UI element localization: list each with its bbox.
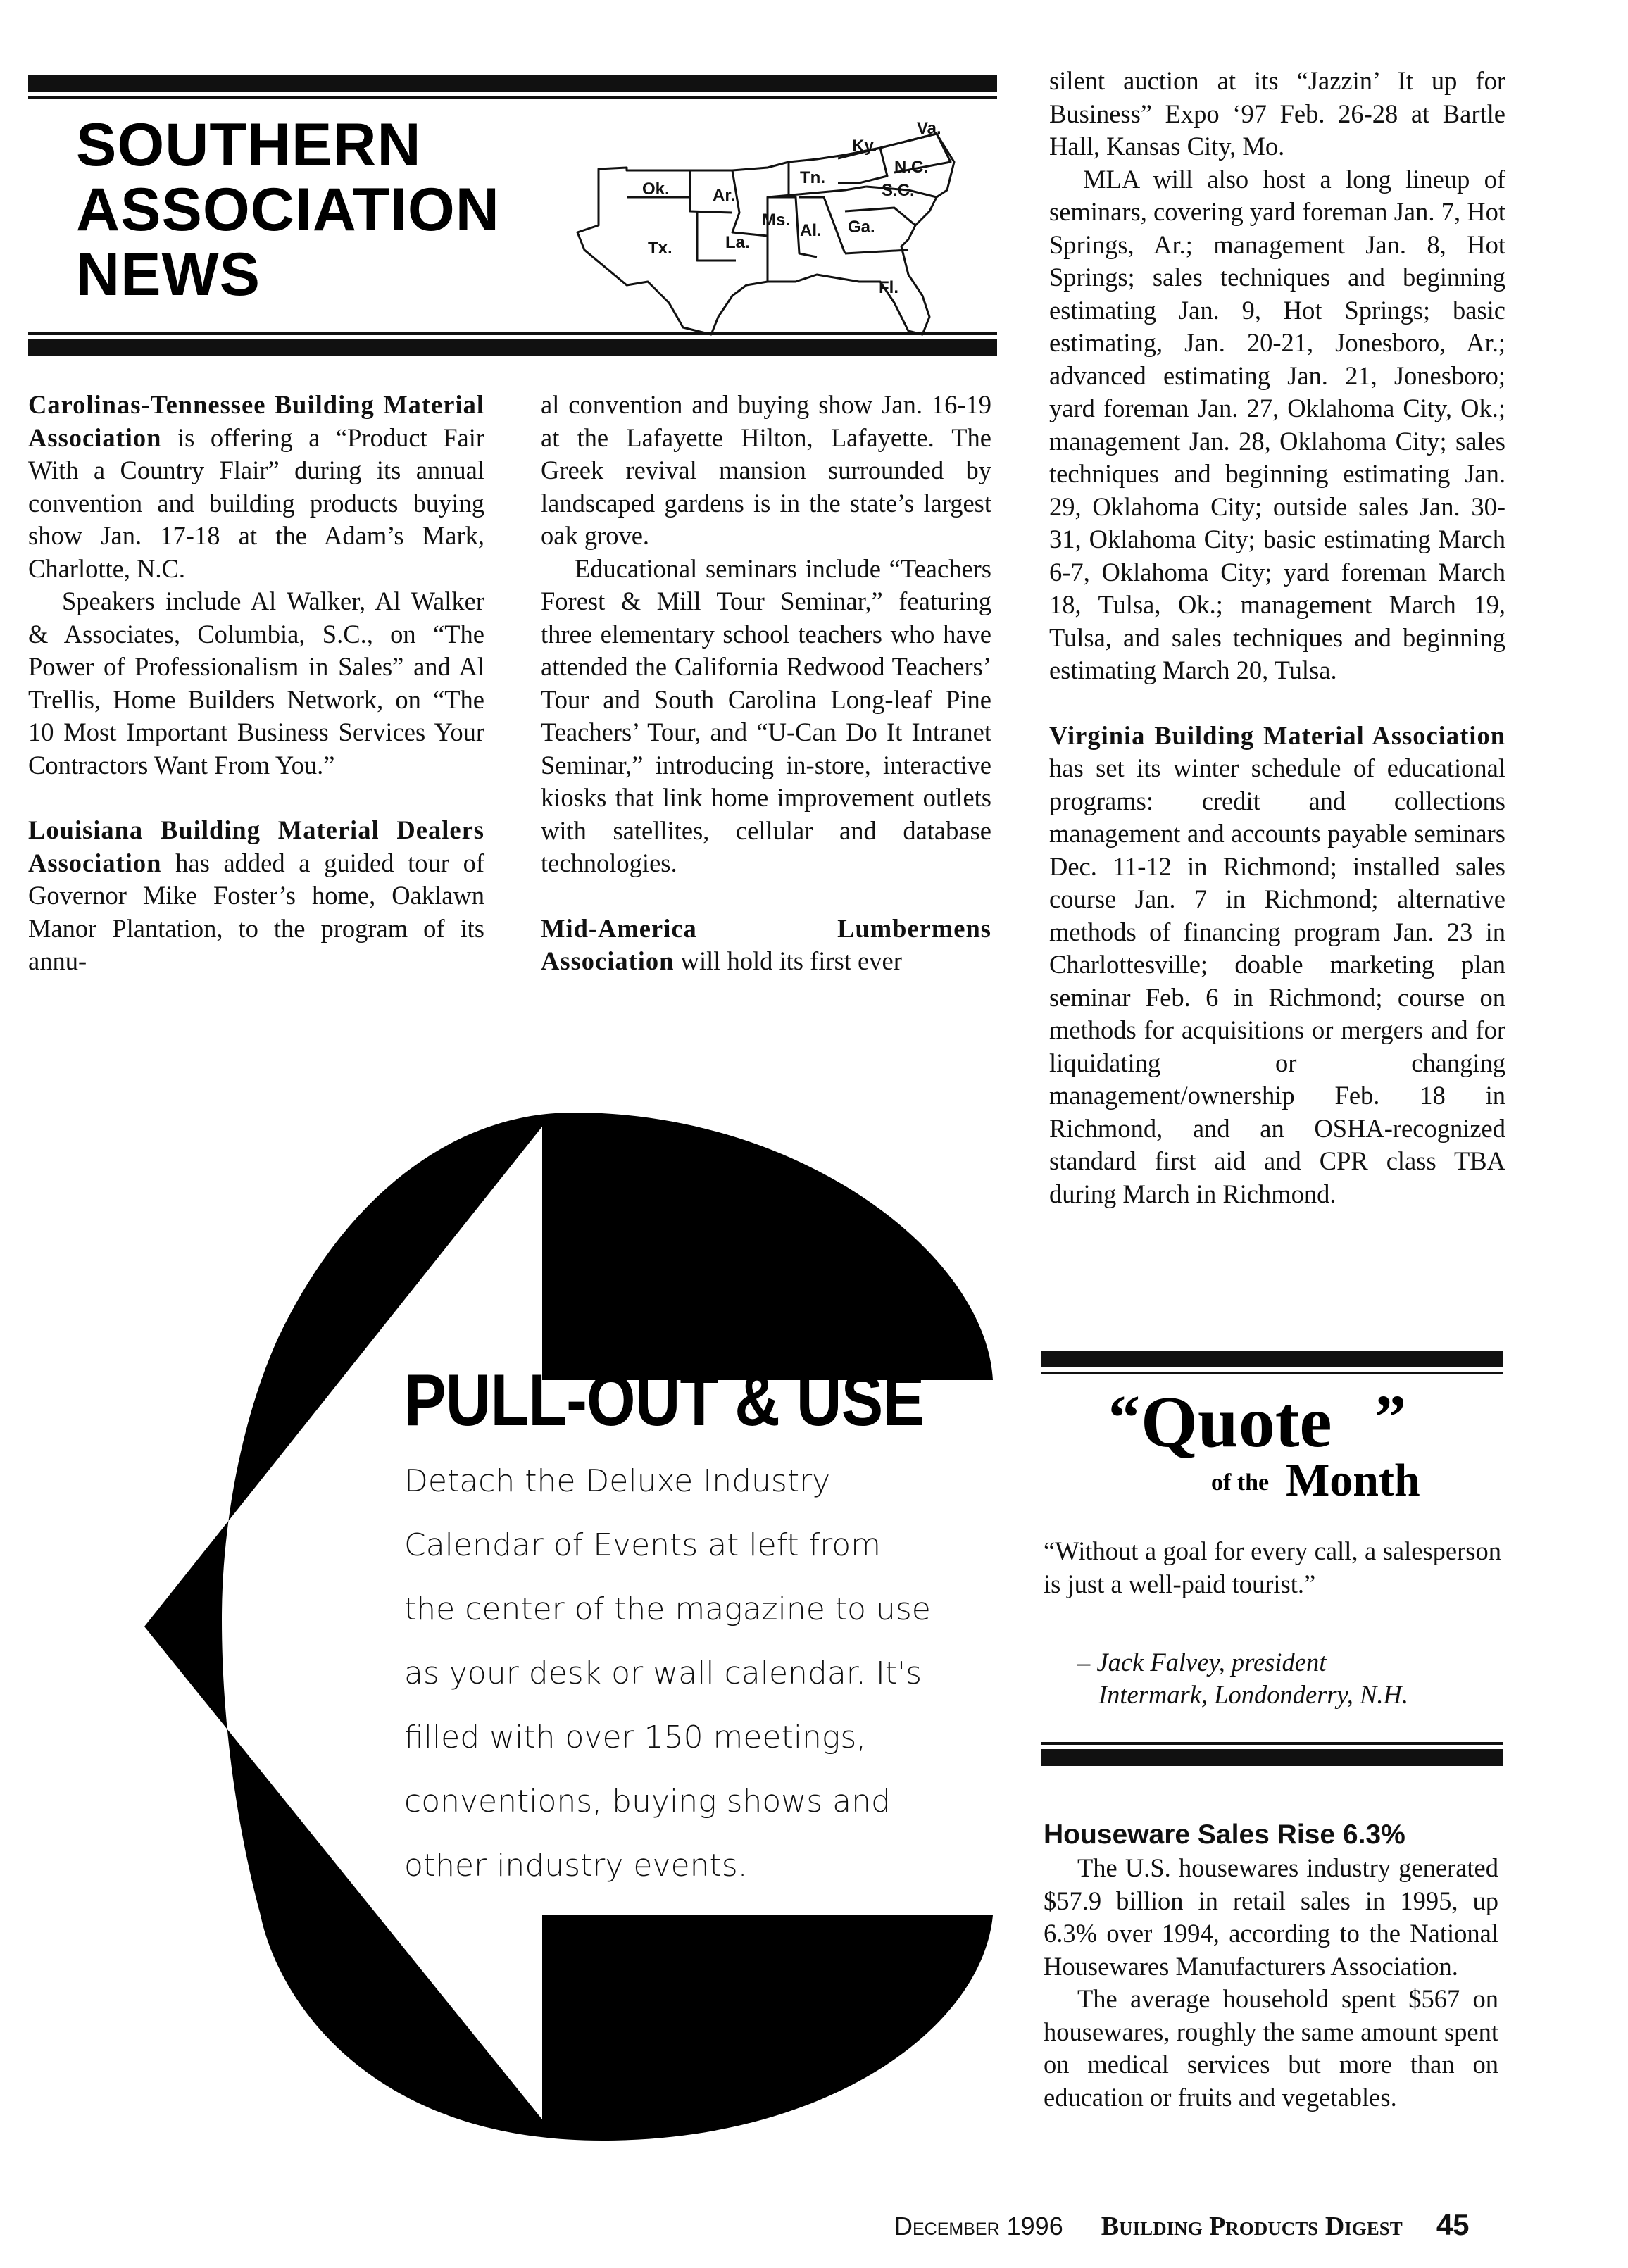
footer-magazine-name: Building Products Digest — [1101, 2212, 1403, 2241]
virginia-association-name: Virginia Building Material Association — [1049, 720, 1505, 750]
map-label-va: Va. — [917, 119, 941, 138]
virginia-text: has set its winter schedule of educational programs: credit and collections management and accounts payable seminars Dec. 11-12 in Richmond; installed sales course Jan. 7 in Richmond; alternative methods of financing program Jan. 23 in Charlottesville; doable marketing plan seminar Feb. 6 in Richmond; course on methods for acquisitions or mergers and for liquidating or changing management/ownership Feb. 18 in Richmond, and an OSHA-recognized standard first aid and CPR class TBA during March in Richmond. — [1049, 753, 1505, 1208]
masthead-line-1: SOUTHERN — [76, 111, 422, 179]
map-label-ms: Ms. — [762, 211, 791, 230]
map-label-la: La. — [725, 233, 750, 252]
map-label-al: Al. — [800, 221, 822, 240]
footer-page-number: 45 — [1436, 2208, 1470, 2241]
quote-sub-big: Month — [1286, 1455, 1420, 1506]
pullout-line: filled with over 150 meetings, — [404, 1719, 867, 1755]
pullout-line: conventions, buying shows and — [404, 1784, 891, 1819]
map-label-tx: Tx. — [648, 239, 672, 258]
masthead-top-rule — [28, 75, 997, 92]
pullout-line: as your desk or wall calendar. It's — [404, 1655, 922, 1691]
quote-top-thin-rule — [1041, 1372, 1503, 1374]
map-label-nc: N.C. — [894, 158, 928, 177]
houseware-paragraph-2: The average household spent $567 on housewares, roughly the same amount spent on medical services but more than on education or fruits and vegetables. — [1044, 1984, 1498, 2112]
auction-paragraph: silent auction at its “Jazzin’ It up for Business” Expo ‘97 Feb. 26-28 at Bartle Hall, Kansas City, Mo. — [1049, 66, 1505, 161]
quote-open-mark: “ — [1108, 1383, 1140, 1453]
quote-attribution-line-2: Intermark, Londonderry, N.H. — [1098, 1680, 1409, 1709]
quote-text: “Without a goal for every call, a salesperson is just a well-paid tourist.” — [1044, 1536, 1501, 1598]
carolinas-paragraph — [28, 389, 484, 585]
seminars-paragraph: Educational seminars include “Teachers Forest & Mill Tour Seminar,” featuring three elementary school teachers who have attended the California Redwood Teachers’ Tour and South Carolina Long-leaf Pine Teachers’ Tour, and “U-Can Do It Intranet Seminar,” introducing in-store, interactive kiosks that link home improvement outlets with satellites, cellular and database technologies. — [541, 553, 991, 877]
map-label-tn: Tn. — [800, 168, 825, 187]
mid-america-association-name: Mid-America Lumbermens Association — [541, 913, 991, 975]
masthead-line-3: NEWS — [76, 241, 261, 308]
quote-close-mark: ” — [1375, 1383, 1406, 1453]
masthead-line-2: ASSOCIATION — [76, 176, 500, 244]
speakers-paragraph: Speakers include Al Walker, Al Walker & Associates, Columbia, S.C., on “The Power of Professionalism in Sales” and Al Trellis, Home Builders Network, on “The 10 Most Important Business Services Your Contractors Want From You.” — [28, 587, 484, 779]
pullout-heading: PULL-OUT & USE — [404, 1360, 925, 1441]
pullout-line: the center of the magazine to use — [404, 1591, 931, 1627]
map-label-sc: S.C. — [882, 181, 915, 200]
quote-attribution — [1077, 1646, 1408, 1711]
quote-word: Quote — [1141, 1382, 1332, 1462]
lafayette-paragraph: al convention and buying show Jan. 16-19 at the Lafayette Hilton, Lafayette. The Greek revival mansion surrounded by landscaped gardens is in the state’s largest oak grove. — [541, 390, 991, 550]
pullout-line: Calendar of Events at left from — [404, 1527, 882, 1563]
houseware-heading: Houseware Sales Rise 6.3% — [1044, 1819, 1405, 1850]
column-2 — [541, 389, 991, 978]
houseware-body — [1044, 1852, 1498, 2114]
louisiana-text: has added a guided tour of Governor Mike Foster’s home, Oaklawn Manor Plantation, to the program of its annu- — [28, 848, 484, 975]
masthead-title — [76, 113, 639, 307]
quote-sub-small: of the — [1211, 1470, 1270, 1496]
pullout-line: other industry events. — [404, 1848, 748, 1884]
carolinas-text: is offering a “Product Fair With a Country Flair” during its annual convention and building products buying show Jan. 17-18 at the Adam’s Mark, Charlotte, N.C. — [28, 422, 484, 583]
map-label-ar: Ar. — [713, 186, 736, 205]
column-3 — [1049, 65, 1505, 1210]
mid-america-text: will hold its first ever — [674, 946, 902, 975]
map-label-fl: Fl. — [879, 278, 898, 297]
pullout-body — [404, 1449, 996, 1898]
quote-top-rule — [1041, 1351, 1503, 1367]
virginia-paragraph — [1049, 720, 1505, 1211]
mla-seminars-paragraph: MLA will also host a long lineup of seminars, covering yard foreman Jan. 7, Hot Springs, Ar.; management Jan. 8, Hot Springs; sales techniques and beginning estimating Jan. 9, Hot Springs; basic estimating, Jan. 20-21, Jonesboro, Ar.; advanced estimating Jan. 21, Jonesboro; yard foreman Jan. 27, Oklahoma City, Ok.; management Jan. 28, Oklahoma City; sales techniques and beginning estimating Jan. 29, Oklahoma City; outside sales Jan. 30-31, Oklahoma City; basic estimating March 6-7, Oklahoma City; yard foreman March 18, Tulsa, Ok.; management March 19, Tulsa, and sales techniques and beginning estimating March 20, Tulsa. — [1049, 164, 1505, 684]
louisiana-paragraph — [28, 814, 484, 978]
map-label-ok: Ok. — [642, 180, 670, 199]
page-footer — [894, 2208, 1470, 2241]
mid-america-paragraph — [541, 913, 991, 978]
pullout-line: Detach the Deluxe Industry — [404, 1463, 831, 1499]
map-label-ga: Ga. — [848, 218, 875, 237]
quote-bottom-thin-rule — [1041, 1742, 1503, 1745]
louisiana-association-name: Louisiana Building Material Dealers Association — [28, 815, 484, 877]
carolinas-association-name: Carolinas-Tennessee Building Material Association — [28, 390, 484, 452]
map-label-ky: Ky. — [852, 137, 877, 156]
quote-attribution-line-1: – Jack Falvey, president — [1077, 1648, 1327, 1677]
southern-states-map — [556, 92, 979, 352]
quote-bottom-rule — [1041, 1749, 1503, 1766]
houseware-paragraph-1: The U.S. housewares industry generated $57.9 billion in retail sales in 1995, up 6.3% over 1994, according to the National Housewares Manufacturers Association. — [1044, 1853, 1498, 1981]
footer-date: December 1996 — [894, 2212, 1063, 2241]
column-1 — [28, 389, 484, 978]
